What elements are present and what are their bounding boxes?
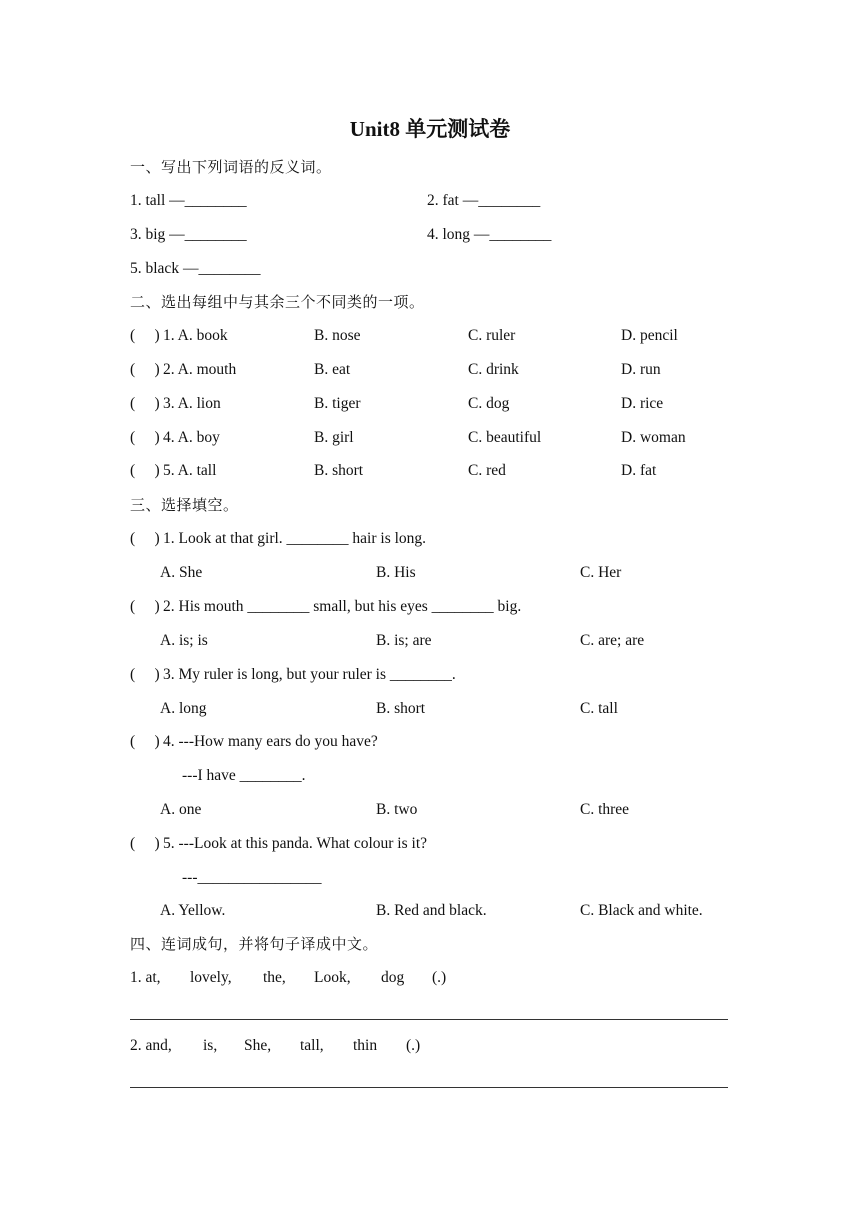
word: (.) [432,969,447,986]
option-d: D. rice [621,395,664,412]
word: Look, [314,969,351,986]
option-a: 5. A. tall [163,462,217,479]
word: She, [244,1037,272,1054]
option-a: 1. A. book [163,327,228,344]
answer-paren: ( ) [130,327,160,344]
option-d: D. woman [621,429,686,446]
word: 1. at, [130,969,161,986]
question-stem-4: 4. ---How many ears do you have? [163,733,378,750]
option-d: D. run [621,361,661,378]
choice-a: A. is; is [160,632,208,649]
option-c: C. ruler [468,327,516,344]
option-b: B. tiger [314,395,361,412]
question-reply-4: ---I have ________. [182,767,306,784]
word: tall, [300,1037,324,1054]
choice-c: C. Her [580,564,622,581]
word: is, [203,1037,218,1054]
section-heading-3: 三、选择填空。 [130,496,239,514]
choice-a: A. She [160,564,203,581]
antonym-item-5: 5. black —________ [130,260,261,277]
section-heading-4: 四、连词成句，并将句子译成中文。 [130,935,379,953]
word: the, [263,969,286,986]
choice-a: A. long [160,700,207,717]
choice-c: C. Black and white. [580,902,703,919]
answer-paren: ( ) [130,835,160,852]
antonym-item-1: 1. tall —________ [130,192,247,209]
answer-paren: ( ) [130,530,160,547]
section-heading-1: 一、写出下列词语的反义词。 [130,158,332,176]
choice-a: A. Yellow. [160,902,226,919]
answer-paren: ( ) [130,598,160,615]
question-stem-5: 5. ---Look at this panda. What colour is it? [163,835,428,852]
question-stem-2: 2. His mouth ________ small, but his eyes ________ big. [163,598,522,615]
antonym-item-4: 4. long —________ [427,226,552,243]
answer-paren: ( ) [130,666,160,683]
choice-b: B. is; are [376,632,432,649]
answer-paren: ( ) [130,429,160,446]
option-d: D. fat [621,462,657,479]
word: 2. and, [130,1037,172,1054]
word: thin [353,1037,378,1054]
word: lovely, [190,969,232,986]
answer-line [130,1087,728,1088]
option-c: C. beautiful [468,429,542,446]
choice-b: B. His [376,564,416,581]
section-heading-2: 二、选出每组中与其余三个不同类的一项。 [130,293,425,311]
choice-c: C. three [580,801,630,818]
option-c: C. red [468,462,506,479]
option-c: C. dog [468,395,510,412]
page-title: Unit8 单元测试卷 [349,117,511,141]
option-b: B. girl [314,429,354,446]
option-a: 2. A. mouth [163,361,237,378]
question-reply-5: ---________________ [182,869,322,886]
word: dog [381,969,405,986]
choice-b: B. short [376,700,426,717]
option-c: C. drink [468,361,519,378]
antonym-item-2: 2. fat —________ [427,192,541,209]
choice-c: C. are; are [580,632,645,649]
word: (.) [406,1037,421,1054]
answer-paren: ( ) [130,462,160,479]
option-a: 3. A. lion [163,395,221,412]
answer-paren: ( ) [130,395,160,412]
answer-line [130,1019,728,1020]
option-b: B. nose [314,327,361,344]
answer-paren: ( ) [130,361,160,378]
choice-b: B. two [376,801,418,818]
option-b: B. short [314,462,364,479]
antonym-item-3: 3. big —________ [130,226,247,243]
option-a: 4. A. boy [163,429,220,446]
choice-c: C. tall [580,700,618,717]
choice-b: B. Red and black. [376,902,487,919]
option-d: D. pencil [621,327,678,344]
choice-a: A. one [160,801,202,818]
option-b: B. eat [314,361,351,378]
question-stem-3: 3. My ruler is long, but your ruler is ________. [163,666,456,683]
answer-paren: ( ) [130,733,160,750]
question-stem-1: 1. Look at that girl. ________ hair is long. [163,530,427,547]
